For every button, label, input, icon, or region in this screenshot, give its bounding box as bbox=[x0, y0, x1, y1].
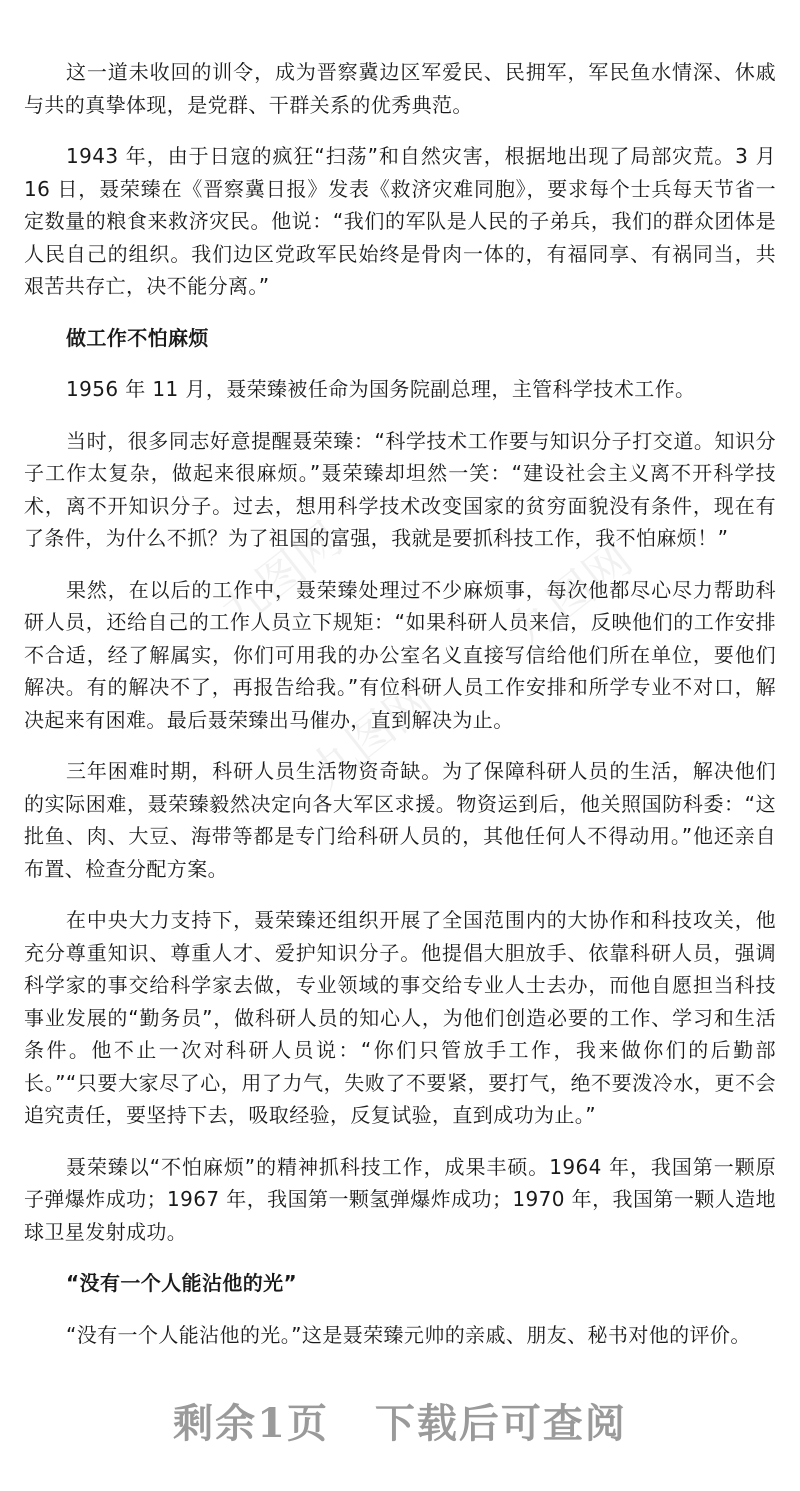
download-banner[interactable] bbox=[0, 1392, 800, 1449]
download-to-view-link[interactable]: 下载后可查阅 bbox=[374, 1400, 627, 1447]
paragraph: 这一道未收回的训令，成为晋察冀边区军爱民、民拥军，军民鱼水情深、休戚与共的真挚体现，是党群、干群关系的优秀典范。 bbox=[24, 60, 776, 117]
paragraph: 当时，很多同志好意提醒聂荣臻：“科学技术工作要与知识分子打交道。知识分子工作太复杂，做起来很麻烦。”聂荣臻却坦然一笑：“建设社会主义离不开科学技术，离不开知识分子。过去，想用科学技术改变国家的贫穷面貌没有条件，现在有了条件，为什么不抓？为了祖国的富强，我就是要抓科技工作，我不怕麻烦！” bbox=[24, 428, 776, 550]
paragraph: 1943 年，由于日寇的疯狂“扫荡”和自然灾害，根据地出现了局部灾荒。3 月 16 日，聂荣臻在《晋察冀日报》发表《救济灾难同胞》，要求每个士兵每天节省一定数量的粮食来救济灾民。他说：“我们的军队是人民的子弟兵，我们的群众团体是人民自己的组织。我们边区党政军民始终是骨肉一体的，有福同享、有祸同当，共艰苦共存亡，决不能分离。” bbox=[24, 144, 776, 298]
watermark: 九图网 bbox=[499, 531, 642, 660]
paragraph: 在中央大力支持下，聂荣臻还组织开展了全国范围内的大协作和科技攻关，他充分尊重知识、尊重人才、爱护知识分子。他提倡大胆放手、依靠科研人员，强调科学家的事交给科学家去做，专业领域的事交给专业人士去办，而他自愿担当科技事业发展的“勤务员”，做科研人员的知心人，为他们创造必要的工作、学习和生活条件。他不止一次对科研人员说：“你们只管放手工作，我来做你们的后勤部长。”“只要大家尽了心，用了力气，失败了不要紧，要打气，绝不要泼冷水，更不会追究责任，要坚持下去，吸取经验，反复试验，直到成功为止。” bbox=[24, 908, 776, 1127]
watermark: 九图网 bbox=[209, 511, 352, 640]
remaining-pages-label[interactable]: 剩余1页 bbox=[173, 1400, 329, 1447]
section-heading: 做工作不怕麻烦 bbox=[66, 325, 209, 350]
paragraph: 三年困难时期，科研人员生活物资奇缺。为了保障科研人员的生活，解决他们的实际困难，聂荣臻毅然决定向各大军区求援。物资运到后，他关照国防科委：“这批鱼、肉、大豆、海带等都是专门给科研人员的，其他任何人不得动用。”他还亲自布置、检查分配方案。 bbox=[24, 759, 776, 881]
paragraph: 聂荣臻以“不怕麻烦”的精神抓科技工作，成果丰硕。1964 年，我国第一颗原子弹爆炸成功；1967 年，我国第一颗氢弹爆炸成功；1970 年，我国第一颗人造地球卫星发射成功。 bbox=[24, 1154, 776, 1244]
section-heading: “没有一个人能沾他的光” bbox=[66, 1271, 298, 1295]
article-body bbox=[24, 56, 776, 1370]
paragraph: “没有一个人能沾他的光。”这是聂荣臻元帅的亲戚、朋友、秘书对他的评价。 bbox=[66, 1322, 751, 1347]
paragraph: 果然，在以后的工作中，聂荣臻处理过不少麻烦事，每次他都尽心尽力帮助科研人员，还给自己的工作人员立下规矩：“如果科研人员来信，反映他们的工作安排不合适，经了解属实，你们可用我的办公室名义直接写信给他们所在单位，要他们解决。有的解决不了，再报告给我。”有位科研人员工作安排和所学专业不对口，解决起来有困难。最后聂荣臻出马催办，直到解决为止。 bbox=[24, 577, 776, 732]
watermark: 九图网 bbox=[299, 671, 442, 800]
paragraph: 1956 年 11 月，聂荣臻被任命为国务院副总理，主管科学技术工作。 bbox=[66, 377, 696, 401]
